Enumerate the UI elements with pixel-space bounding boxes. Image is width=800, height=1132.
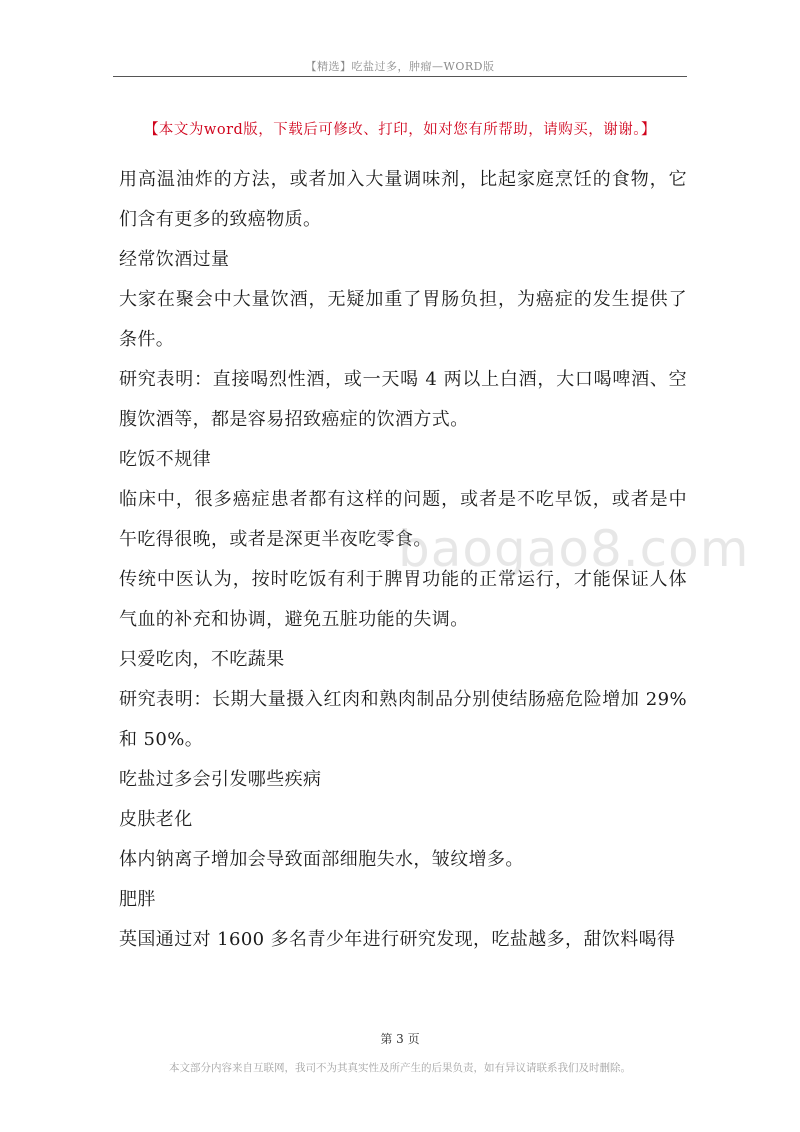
header-divider	[113, 76, 687, 77]
paragraph: 研究表明：长期大量摄入红肉和熟肉制品分别使结肠癌危险增加 29% 和 50%。	[119, 689, 687, 750]
paragraph: 传统中医认为，按时吃饭有利于脾胃功能的正常运行，才能保证人体气血的补充和协调，避免五脏功能的失调。	[119, 569, 687, 630]
document-body	[119, 160, 687, 960]
paragraph: 研究表明：直接喝烈性酒，或一天喝 4 两以上白酒，大口喝啤酒、空腹饮酒等，都是容易招致癌症的饮酒方式。	[119, 369, 687, 430]
page-header: 【精选】吃盐过多，肿瘤—WORD版	[305, 60, 495, 73]
section-heading: 肥胖	[119, 889, 156, 910]
section-heading: 只爱吃肉，不吃蔬果	[119, 649, 285, 670]
page-footer: 本文部分内容来自互联网，我司不为其真实性及所产生的后果负责，如有异议请联系我们及时删除。	[169, 1062, 631, 1074]
section-heading: 吃盐过多会引发哪些疾病	[119, 769, 322, 790]
notice-banner: 【本文为word版，下载后可修改、打印，如对您有所帮助，请购买，谢谢。】	[143, 122, 657, 138]
section-heading: 经常饮酒过量	[119, 249, 230, 270]
section-heading: 皮肤老化	[119, 809, 193, 830]
paragraph: 体内钠离子增加会导致面部细胞失水，皱纹增多。	[119, 849, 524, 870]
paragraph: 用高温油炸的方法，或者加入大量调味剂，比起家庭烹饪的食物，它们含有更多的致癌物质。	[119, 169, 687, 230]
paragraph: 大家在聚会中大量饮酒，无疑加重了胃肠负担，为癌症的发生提供了条件。	[119, 289, 687, 350]
page-number: 第 3 页	[380, 1032, 420, 1046]
paragraph: 英国通过对 1600 多名青少年进行研究发现，吃盐越多，甜饮料喝得	[119, 929, 676, 950]
section-heading: 吃饭不规律	[119, 449, 211, 470]
paragraph: 临床中，很多癌症患者都有这样的问题，或者是不吃早饭，或者是中午吃得很晚，或者是深更半夜吃零食。	[119, 489, 687, 550]
watermark: baogao8.com	[398, 520, 750, 578]
